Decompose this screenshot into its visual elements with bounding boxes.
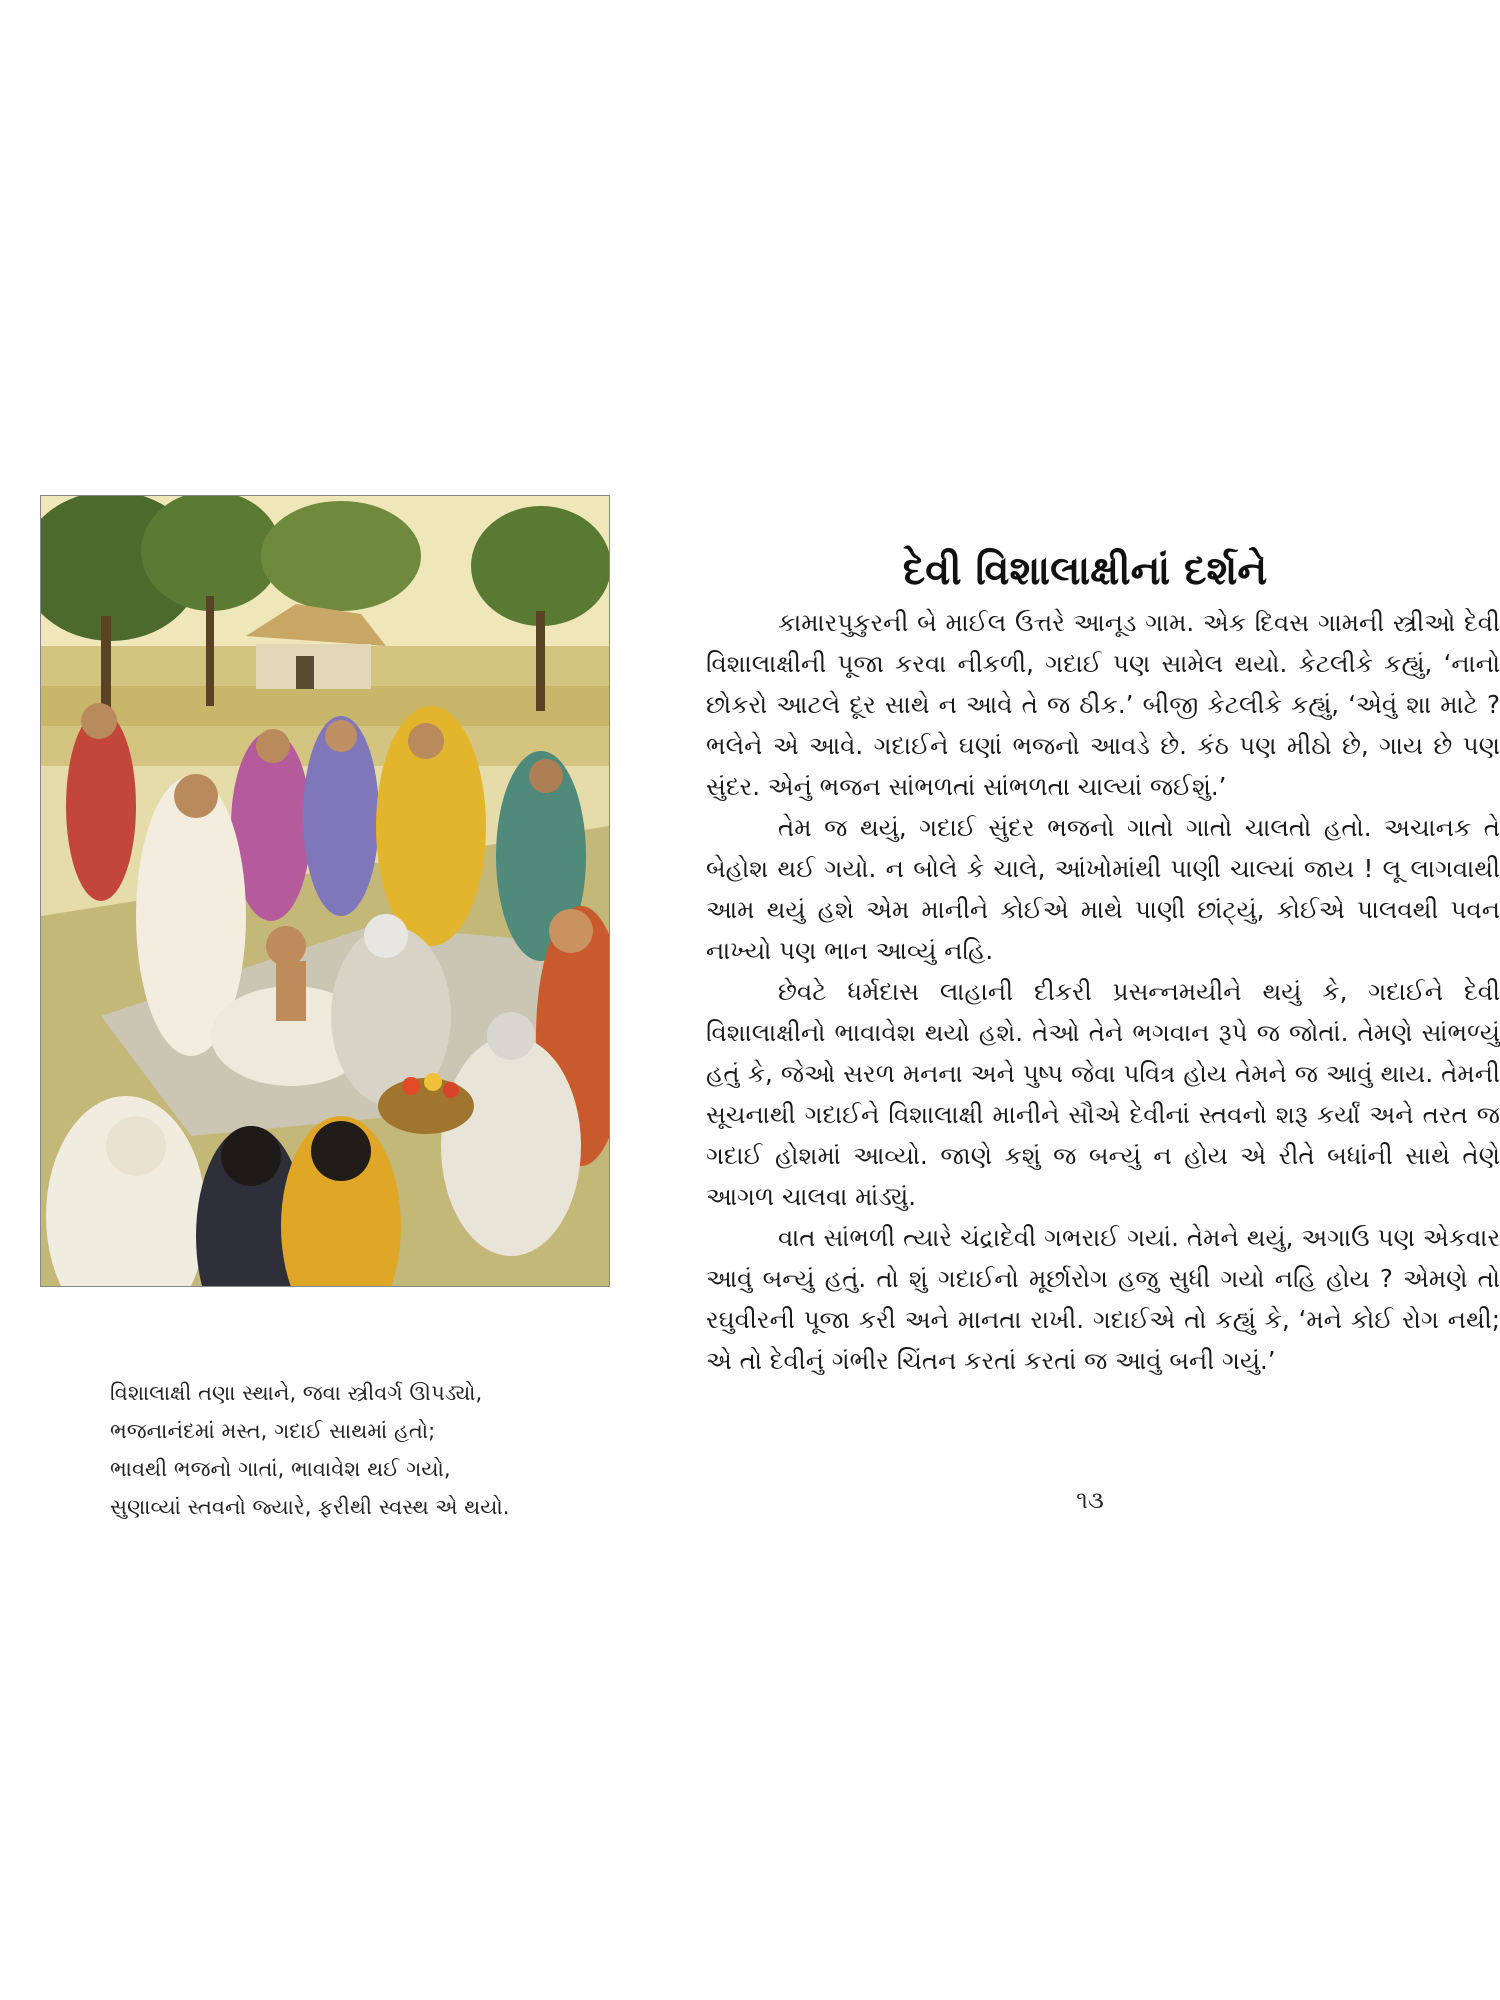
- story-paragraph: છેવટે ધર્મદાસ લાહાની દીકરી પ્રસન્નમયીને થયું કે, ગદાઈને દેવી વિશાલાક્ષીનો ભાવાવેશ થયો હશે. તેઓ તેને ભગવાન રૂપે જ જોતાં. તેમણે સાંભળ્યું હતું કે, જેઓ સરળ મનના અને પુષ્પ જેવા પવિત્ર હોય તેમને જ આવું થાય. તેમની સૂચનાથી ગદાઈને વિશાલાક્ષી માનીને સૌએ દેવીનાં સ્તવનો શરૂ કર્યાં અને તરત જ ગદાઈ હોશમાં આવ્યો. જાણે કશું જ બન્યું ન હોય એ રીતે બધાંની સાથે તેણે આગળ ચાલવા માંડ્યું.: [706, 977, 1500, 1211]
- story-title: દેવી વિશાલાક્ષીનાં દર્શને: [902, 548, 1268, 594]
- illustration-caption-verse: [110, 1374, 580, 1526]
- story-illustration: [40, 495, 610, 1287]
- caption-line: ભજનાનંદમાં મસ્ત, ગદાઈ સાથમાં હતો;: [110, 1419, 436, 1443]
- story-paragraph: કામારપુકુરની બે માઈલ ઉત્તરે આનૂડ ગામ. એક દિવસ ગામની સ્ત્રીઓ દેવી વિશાલાક્ષીની પૂજા કરવા નીકળી, ગદાઈ પણ સામેલ થયો. કેટલીકે કહ્યું, ‘નાનો છોકરો આટલે દૂર સાથે ન આવે તે જ ઠીક.’ બીજી કેટલીકે કહ્યું, ‘એવું શા માટે ? ભલેને એ આવે. ગદાઈને ઘણાં ભજનો આવડે છે. કંઠ પણ મીઠો છે, ગાય છે પણ સુંદર. એનું ભજન સાંભળતાં સાંભળતા ચાલ્યાં જઈશું.’: [706, 608, 1500, 801]
- story-body: [706, 602, 1500, 1381]
- illustration-scene: [41, 496, 609, 1286]
- caption-line: સુણાવ્યાં સ્તવનો જ્યારે, ફરીથી સ્વસ્થ એ થયો.: [110, 1495, 510, 1519]
- caption-line: વિશાલાક્ષી તણા સ્થાને, જવા સ્ત્રીવર્ગ ઊપડ્યો,: [110, 1381, 483, 1405]
- story-paragraph: તેમ જ થયું, ગદાઈ સુંદર ભજનો ગાતો ગાતો ચાલતો હતો. અચાનક તે બેહોશ થઈ ગયો. ન બોલે કે ચાલે, આંખોમાંથી પાણી ચાલ્યાં જાય ! લૂ લાગવાથી આમ થયું હશે એમ માનીને કોઈએ માથે પાણી છાંટ્યું, કોઈએ પાલવથી પવન નાખ્યો પણ ભાન આવ્યું નહિ.: [706, 813, 1500, 965]
- page-number: ૧૩: [1076, 1486, 1104, 1514]
- caption-line: ભાવથી ભજનો ગાતાં, ભાવાવેશ થઈ ગયો,: [110, 1457, 451, 1481]
- story-paragraph: વાત સાંભળી ત્યારે ચંદ્રાદેવી ગભરાઈ ગયાં. તેમને થયું, અગાઉ પણ એકવાર આવું બન્યું હતું. તો શું ગદાઈનો મૂર્છારોગ હજુ સુધી ગયો નહિ હોય ? એમણે તો રઘુવીરની પૂજા કરી અને માનતા રાખી. ગદાઈએ તો કહ્યું કે, ‘મને કોઈ રોગ નથી; એ તો દેવીનું ગંભીર ચિંતન કરતાં કરતાં જ આવું બની ગયું.’: [706, 1223, 1500, 1375]
